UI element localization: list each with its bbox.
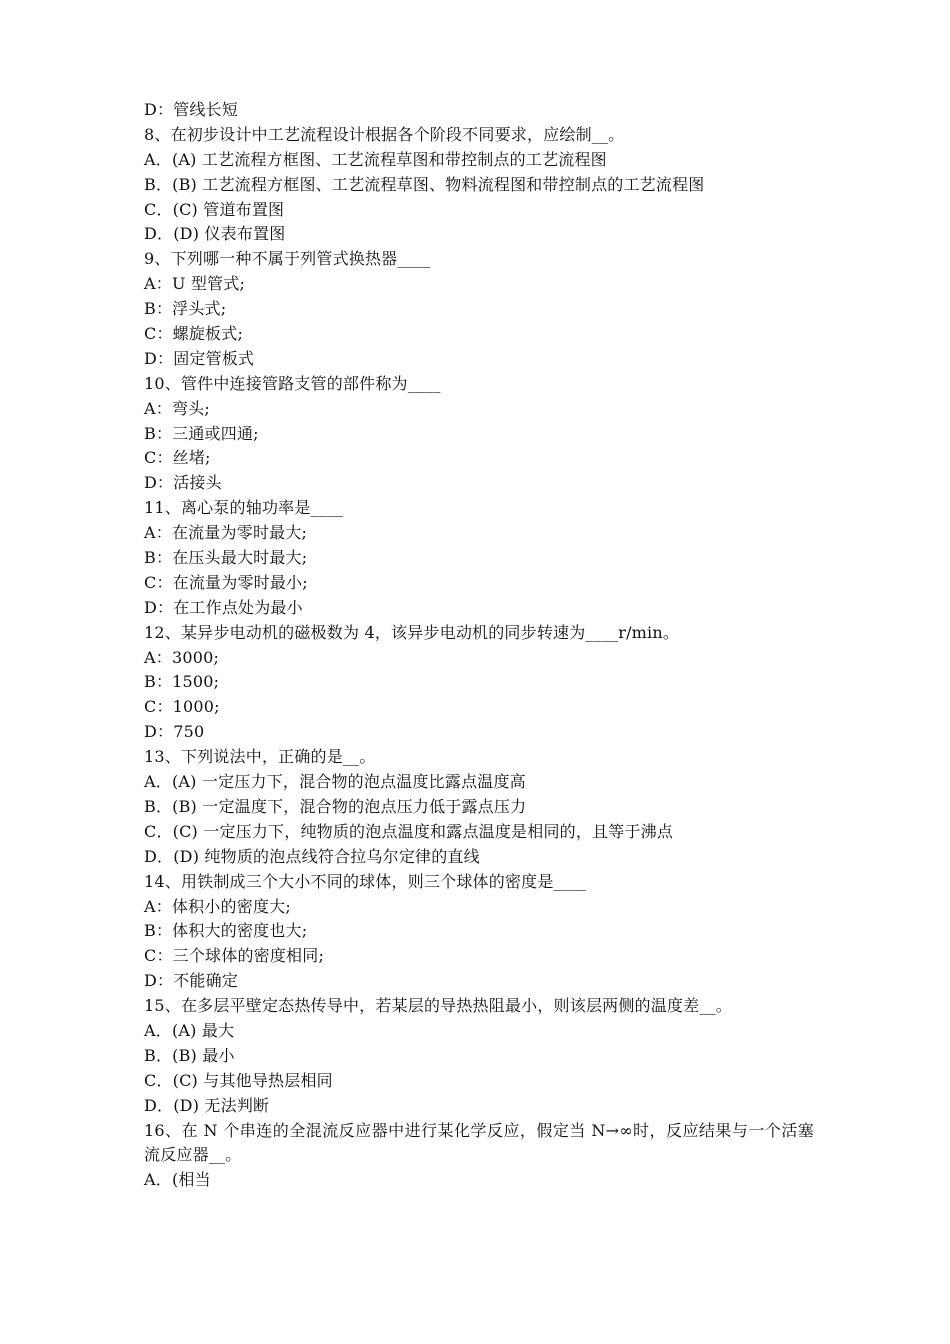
option-line: B．(B) 最小 [144,1045,235,1065]
option-line: B．(B) 工艺流程方框图、工艺流程草图、物料流程图和带控制点的工艺流程图 [144,174,705,194]
option-line: C：三个球体的密度相同; [144,946,325,966]
option-line: A．(A) 工艺流程方框图、工艺流程草图和带控制点的工艺流程图 [144,149,607,169]
option-line: D．(D) 无法判断 [144,1095,270,1115]
option-line: B：1500; [144,672,220,692]
option-line: C．(C) 管道布置图 [144,199,285,219]
question-line: 8、在初步设计中工艺流程设计根据各个阶段不同要求，应绘制__。 [144,124,625,144]
option-line: D．(D) 纯物质的泡点线符合拉乌尔定律的直线 [144,846,480,866]
option-line: B：在压头最大时最大; [144,548,308,568]
option-line: C：在流量为零时最小; [144,572,308,592]
option-line: B：三通或四通; [144,423,259,443]
option-line: C．(C) 与其他导热层相同 [144,1070,333,1090]
option-line: A：U 型管式; [144,274,246,294]
option-line: B：体积大的密度也大; [144,921,308,941]
option-line: D：不能确定 [144,971,239,991]
question-line: 15、在多层平壁定态热传导中，若某层的导热热阻最小，则该层两侧的温度差__。 [144,996,732,1016]
option-line: D：管线长短 [144,100,239,119]
option-line: D．(D) 仪表布置图 [144,224,286,244]
option-line: C：螺旋板式; [144,324,244,344]
question-line: 16、在 N 个串连的全混流反应器中进行某化学反应，假定当 N→∞时，反应结果与一个活塞流反应器__。 [144,1120,814,1165]
option-line: A．(相当 [144,1170,211,1190]
question-line: 12、某异步电动机的磁极数为 4，该异步电动机的同步转速为____r/min。 [144,622,680,642]
option-line: D：固定管板式 [144,348,255,368]
option-line: D：活接头 [144,473,222,493]
option-line: C：1000; [144,697,220,717]
option-line: C．(C) 一定压力下，纯物质的泡点温度和露点温度是相同的，且等于沸点 [144,821,674,841]
option-line: D：750 [144,722,205,742]
question-line: 13、下列说法中，正确的是__。 [144,747,376,767]
question-line: 9、下列哪一种不属于列管式换热器____ [144,249,431,269]
option-line: A．(A) 一定压力下，混合物的泡点温度比露点温度高 [144,772,526,792]
option-line: D：在工作点处为最小 [144,597,303,617]
option-line: B：浮头式; [144,299,227,319]
option-line: A：弯头; [144,398,210,418]
question-line: 11、离心泵的轴功率是____ [144,498,344,518]
option-line: C：丝堵; [144,448,211,468]
option-line: B．(B) 一定温度下，混合物的泡点压力低于露点压力 [144,796,527,816]
question-line: 14、用铁制成三个大小不同的球体，则三个球体的密度是____ [144,871,587,891]
option-line: A：在流量为零时最大; [144,523,308,543]
option-line: A：3000; [144,647,220,667]
option-line: A：体积小的密度大; [144,896,291,916]
question-line: 10、管件中连接管路支管的部件称为____ [144,373,441,393]
option-line: A．(A) 最大 [144,1020,235,1040]
document-body [144,98,814,1193]
